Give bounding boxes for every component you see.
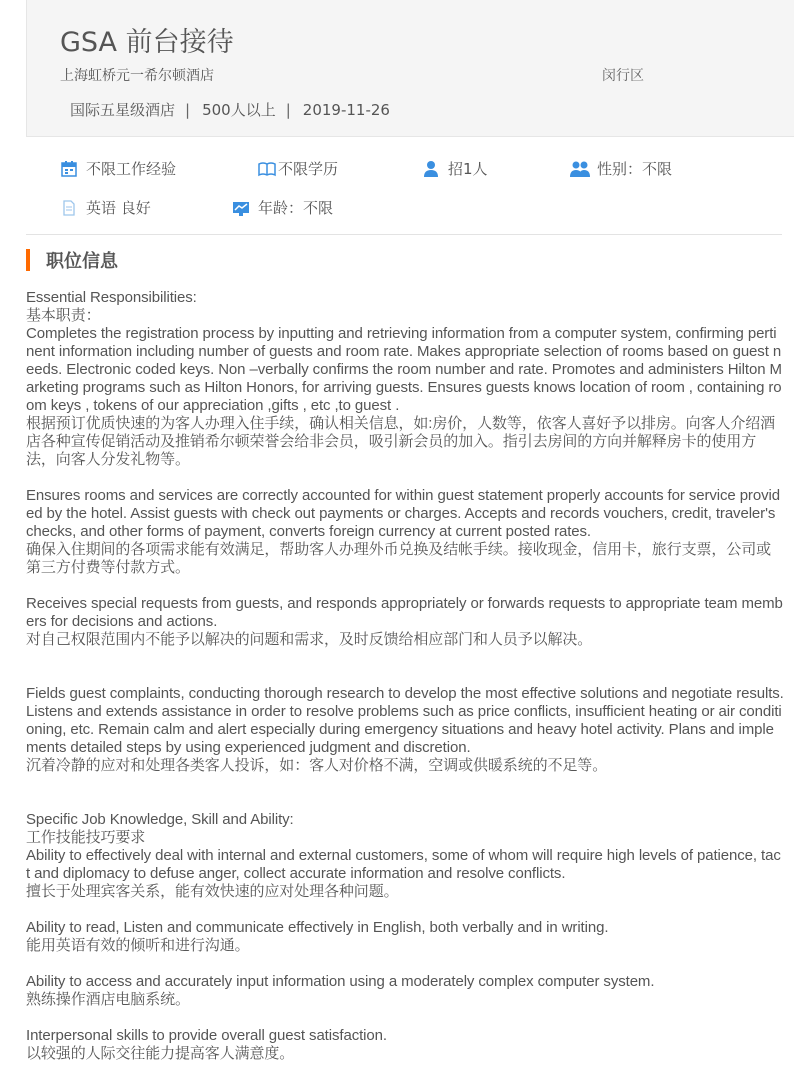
gender-label: 性别：不限 [597, 160, 673, 178]
job-title: GSA 前台接待 [60, 27, 234, 58]
calendar-icon [60, 160, 78, 178]
experience-label: 不限工作经验 [86, 160, 177, 178]
language-label: 英语 良好 [86, 199, 151, 217]
people-icon [569, 160, 591, 178]
requirement-age [232, 197, 333, 218]
company-meta [70, 99, 390, 120]
book-icon [258, 160, 276, 178]
education-label: 不限学历 [278, 160, 339, 178]
section-heading [26, 249, 118, 271]
job-header [26, 0, 794, 137]
company-type: 国际五星级酒店 [70, 101, 176, 119]
requirement-experience [60, 158, 176, 179]
requirement-headcount [422, 158, 488, 179]
headcount-label: 招1人 [448, 160, 488, 178]
document-icon [60, 199, 78, 217]
meta-separator: | [185, 101, 191, 119]
divider [26, 234, 782, 235]
age-label: 年龄：不限 [258, 199, 334, 217]
post-date: 2019-11-26 [302, 101, 390, 119]
section-accent-bar [26, 249, 30, 271]
requirement-gender [569, 158, 672, 179]
meta-separator: | [285, 101, 291, 119]
requirement-education [258, 158, 338, 179]
company-size: 500人以上 [202, 101, 276, 119]
section-title: 职位信息 [46, 251, 118, 272]
job-description: Essential Responsibilities: 基本职责： Completes the registration process by inputting and retrieving information from a computer system, confirming pertinent information including number of guests and room rate. Makes appropriate selection of rooms based on guest needs. Electronic coded keys. Non –verbally confirms the room number and rate. Promotes and administers Hilton Marketing programs such as Hilton Honors, for arriving guests. Ensures guests knows location of room , containing room keys , tokens of our appreciation ,gifts , etc ,to guest . 根据预订优质快速的为客人办理入住手续，确认相关信息，如:房价，人数等，依客人喜好予以排房。向客人介绍酒店各种宣传促销活动及推销希尔顿荣誉会给非会员，吸引新会员的加入。指引去房间的方向并解释房卡的使用方法，向客人分发礼物等。 Ensures rooms and services are correctly accounted for within guest statement properly accounts for service provided by the hotel. Assist guests with check out payments or charges. Accepts and records vouchers, credit, traveler's checks, and other forms of payment, converts foreign currency at current posted rates. 确保入住期间的各项需求能有效满足，帮助客人办理外币兑换及结帐手续。接收现金，信用卡，旅行支票，公司或第三方付费等付款方式。 Receives special requests from guests, and responds appropriately or forwards requests to appropriate team members for decisions and actions. 对自己权限范围内不能予以解决的问题和需求，及时反馈给相应部门和人员予以解决。 Fields guest complaints, conducting thorough research to develop the most effective solutions and negotiate results. Listens and extends assistance in order to resolve problems such as price conflicts, insufficient heating or air conditioning, etc. Remain calm and alert especially during emergency situations and heavy hotel activity. Plans and implements detailed steps by using experienced judgment and discretion. 沉着冷静的应对和处理各类客人投诉，如：客人对价格不满，空调或供暖系统的不足等。 Specific Job Knowledge, Skill and Ability: 工作技能技巧要求 Ability to effectively deal with internal and external customers, some of whom will require high levels of patience, tact and diplomacy to defuse anger, collect accurate information and resolve conflicts. 擅长于处理宾客关系，能有效快速的应对处理各种问题。 Ability to read, Listen and communicate effectively in English, both verbally and in writing. 能用英语有效的倾听和进行沟通。 Ability to access and accurately input information using a moderately complex computer system. 熟练操作酒店电脑系统。 Interpersonal skills to provide overall guest satisfaction. 以较强的人际交往能力提高客人满意度。 [26, 289, 784, 1062]
district-label: 闵行区 [602, 68, 644, 84]
requirement-language [60, 197, 151, 218]
company-name[interactable]: 上海虹桥元一希尔顿酒店 [60, 68, 214, 84]
person-icon [422, 160, 440, 178]
chart-icon [232, 199, 250, 217]
